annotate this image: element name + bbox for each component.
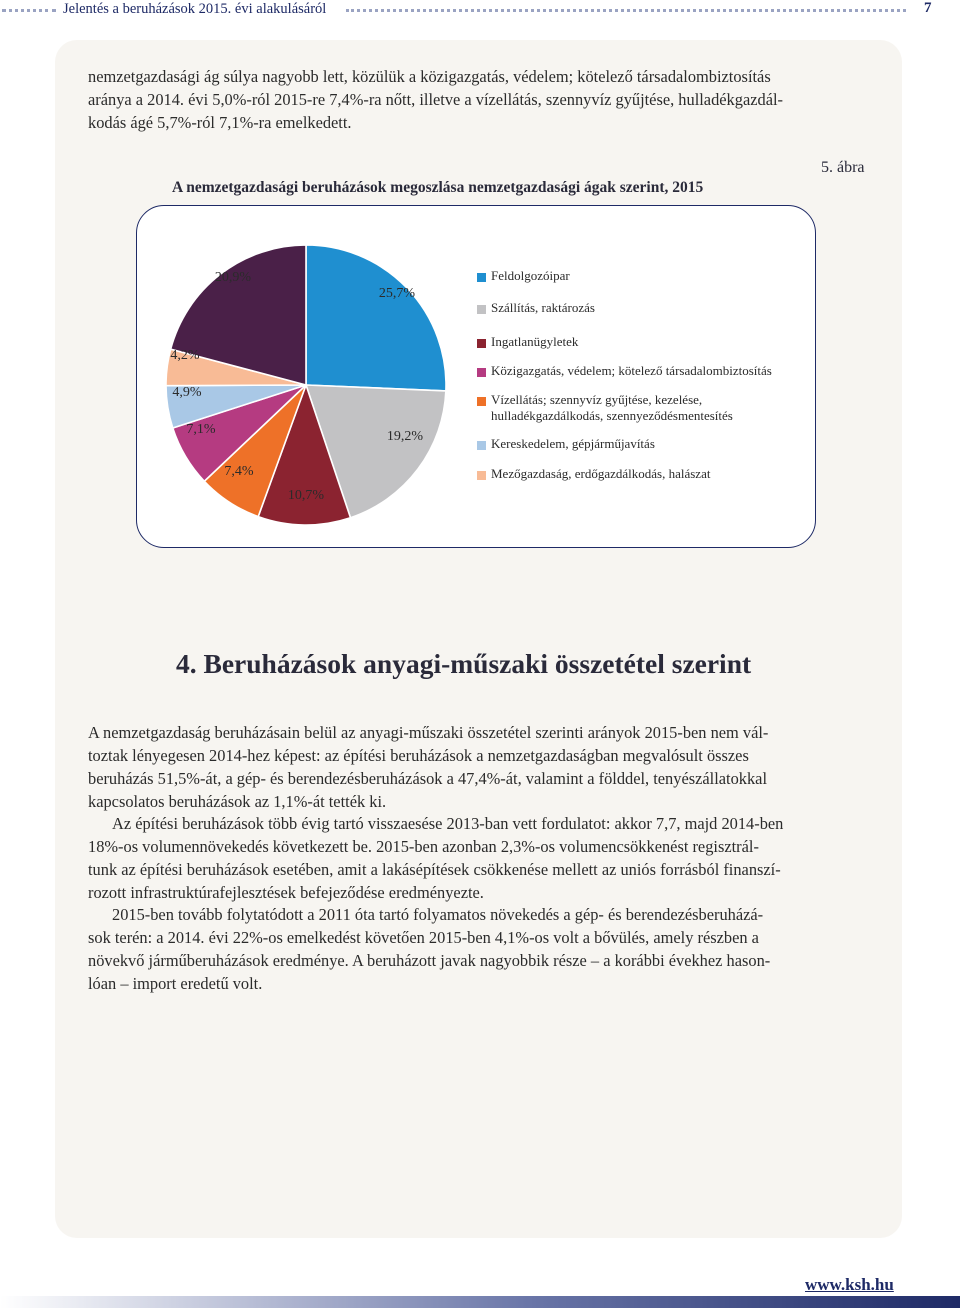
intro-line: nemzetgazdasági ág súlya nagyobb lett, közülük a közigazgatás, védelem; kötelező társadalombiztosítás — [88, 67, 771, 86]
legend-label: Vízellátás; szennyvíz gyűjtése, kezelése, hulladékgazdálkodás, szennyeződésmentesítés — [491, 392, 733, 423]
slice-data-label: 19,2% — [386, 429, 424, 444]
legend-swatch — [477, 339, 486, 348]
running-title: Jelentés a beruházások 2015. évi alakulásáról — [63, 1, 327, 17]
legend-swatch — [477, 305, 486, 314]
legend-swatch — [477, 471, 486, 480]
section-title: 4. Beruházások anyagi-műszaki összetétel szerint — [176, 648, 752, 679]
page-number: 7 — [924, 0, 932, 16]
body-line: Az építési beruházások több évig tartó visszaesése 2013-ban vett fordulatot: akkor 7,7, majd 2014-ben — [112, 814, 784, 833]
slice-data-label: 7,1% — [186, 422, 216, 437]
legend-label: Feldolgozóipar — [491, 268, 570, 283]
legend-label: Mezőgazdaság, erdőgazdálkodás, halászat — [491, 466, 711, 481]
slice-data-label: 4,2% — [170, 348, 200, 363]
slice-data-label: 20,9% — [214, 270, 252, 285]
body-line: beruházás 51,5%-át, a gép- és berendezésberuházások a 47,4%-át, valamint a földdel, tenyészállatokkal — [88, 769, 768, 788]
intro-line: kodás ágé 5,7%-ról 7,1%-ra emelkedett. — [88, 113, 352, 132]
legend-label: Ingatlanügyletek — [491, 334, 579, 349]
legend-swatch — [477, 273, 486, 282]
footer-bar — [0, 1296, 960, 1308]
legend-label: Szállítás, raktározás — [491, 300, 595, 315]
body-line: lóan – import eredetű volt. — [88, 974, 263, 993]
slice-data-label: 7,4% — [224, 464, 254, 479]
legend-label: Közigazgatás, védelem; kötelező társadalombiztosítás — [491, 363, 772, 378]
body-line: 18%-os volumennövekedés következett be. 2015-ben azonban 2,3%-os volumencsökkenést regisztrál- — [88, 837, 759, 856]
body-line: tunk az építési beruházások esetében, amit a lakásépítések csökkenése mellett az uniós forrásból finanszí- — [88, 860, 781, 879]
slice-data-label: 25,7% — [378, 286, 416, 301]
legend-swatch — [477, 368, 486, 377]
figure-title: A nemzetgazdasági beruházások megoszlása nemzetgazdasági ágak szerint, 2015 — [172, 179, 704, 196]
body-line: növekvő járműberuházások eredménye. A beruházott javak nagyobbik része – a korábbi évekhez hason- — [88, 951, 771, 970]
intro-line: aránya a 2014. évi 5,0%-ról 2015-re 7,4%-ra nőtt, illetve a vízellátás, szennyvíz gyűjtése, hulladékgazdál- — [88, 90, 783, 109]
legend-swatch — [477, 441, 486, 450]
slice-data-label: 4,9% — [172, 385, 202, 400]
body-line: A nemzetgazdaság beruházásain belül az anyagi-műszaki összetétel szerinti arányok 2015-ben nem vál- — [88, 723, 769, 742]
body-line: kapcsolatos beruházások az 1,1%-át tették ki. — [88, 792, 387, 811]
legend-swatch — [477, 397, 486, 406]
footer-link[interactable]: www.ksh.hu — [805, 1275, 894, 1294]
body-line: sok terén: a 2014. évi 22%-os emelkedést követően 2015-ben 4,1%-os volt a bővülés, amely részben a — [88, 928, 759, 947]
pie-slice — [306, 245, 446, 391]
body-line: toztak lényegesen 2014-hez képest: az építési beruházások a nemzetgazdaságban megvalósult összes — [88, 746, 749, 765]
body-line: rozott infrastruktúrafejlesztések befejeződése eredményezte. — [88, 883, 484, 902]
legend-label: Kereskedelem, gépjárműjavítás — [491, 436, 655, 451]
body-line: 2015-ben tovább folytatódott a 2011 óta tartó folyamatos növekedés a gép- és berendezésberuházá- — [112, 905, 764, 924]
figure-number: 5. ábra — [821, 159, 865, 176]
slice-data-label: 10,7% — [287, 488, 325, 503]
